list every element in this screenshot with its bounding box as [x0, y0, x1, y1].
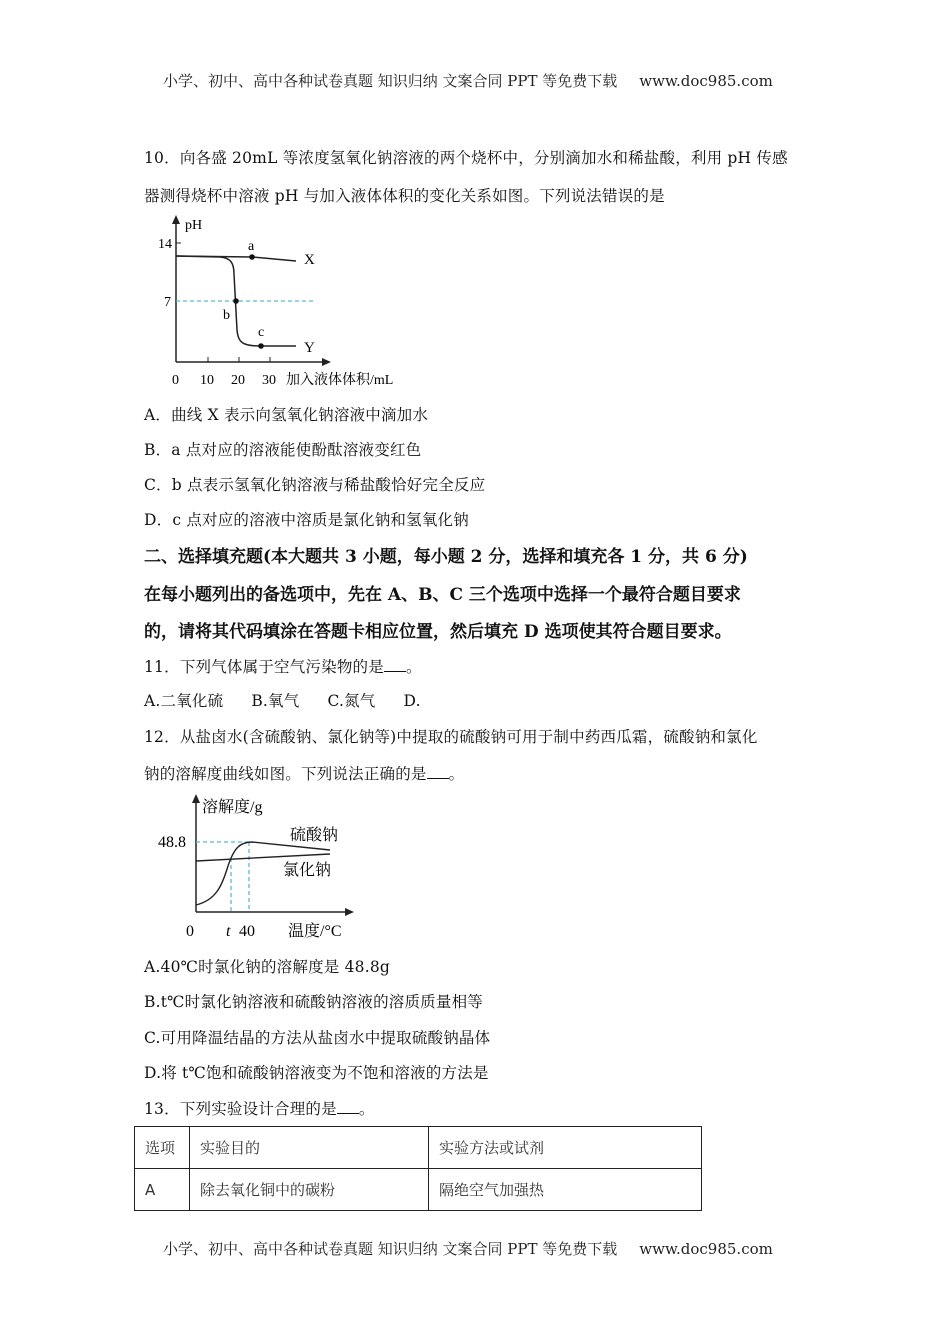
svg-text:a: a	[248, 239, 255, 254]
answer-blank	[427, 764, 449, 779]
footer-url: www.doc985.com	[639, 1240, 773, 1258]
page-header	[163, 70, 773, 91]
svg-text:20: 20	[231, 373, 245, 388]
svg-text:10: 10	[200, 373, 214, 388]
q11-option-b: B.氧气	[251, 692, 300, 710]
ph-chart	[150, 212, 420, 392]
svg-text:X: X	[304, 252, 315, 268]
svg-text:t: t	[226, 923, 231, 940]
svg-text:溶解度/g: 溶解度/g	[202, 799, 263, 816]
q11-option-d: D.	[403, 692, 421, 710]
svg-text:Y: Y	[304, 340, 315, 356]
svg-text:pH: pH	[185, 218, 203, 233]
answer-blank	[337, 1099, 359, 1114]
section2-title: 二、选择填充题(本大题共 3 小题，每小题 2 分，选择和填充各 1 分，共 6 分)	[144, 547, 748, 567]
q11-options	[144, 689, 449, 711]
svg-text:硫酸钠: 硫酸钠	[290, 827, 339, 844]
header-url: www.doc985.com	[639, 72, 773, 90]
section2-instruction-1: 在每小题列出的备选项中，先在 A、B、C 三个选项中选择一个最符合题目要求	[144, 585, 741, 605]
header-method: 实验方法或试剂	[429, 1127, 702, 1169]
table-header-row	[135, 1127, 702, 1169]
cell-option: A	[135, 1169, 190, 1211]
q11-stem-text: 11．下列气体属于空气污染物的是	[144, 658, 384, 676]
q10-stem-line1: 10．向各盛 20mL 等浓度氢氧化钠溶液的两个烧杯中，分别滴加水和稀盐酸，利用 pH 传感	[144, 149, 788, 167]
q12-option-c: C.可用降温结晶的方法从盐卤水中提取硫酸钠晶体	[144, 1029, 491, 1047]
svg-text:氯化钠: 氯化钠	[283, 862, 332, 879]
svg-text:14: 14	[158, 237, 172, 252]
header-text: 小学、初中、高中各种试卷真题 知识归纳 文案合同 PPT 等免费下载	[163, 72, 618, 90]
svg-text:加入液体体积/mL: 加入液体体积/mL	[286, 373, 394, 388]
svg-text:40: 40	[239, 923, 255, 940]
svg-text:30: 30	[262, 373, 276, 388]
svg-text:b: b	[223, 308, 230, 323]
q10-option-b: B．a 点对应的溶液能使酚酞溶液变红色	[144, 441, 422, 459]
x-axis-arrow-icon	[345, 908, 354, 916]
q13-stem: 13．下列实验设计合理的是 。	[144, 1100, 375, 1118]
svg-text:7: 7	[164, 295, 171, 310]
svg-text:温度/°C: 温度/°C	[288, 923, 342, 940]
q12-option-b: B.t℃时氯化钠溶液和硫酸钠溶液的溶质质量相等	[144, 993, 483, 1011]
q10-stem-line2: 器测得烧杯中溶液 pH 与加入液体体积的变化关系如图。下列说法错误的是	[144, 187, 665, 205]
q11-stem: 11．下列气体属于空气污染物的是 。	[144, 658, 422, 676]
table-row	[135, 1169, 702, 1211]
y-axis-arrow-icon	[192, 794, 200, 803]
cell-purpose: 除去氧化铜中的碳粉	[190, 1169, 429, 1211]
section2-instruction-2: 的，请将其代码填涂在答题卡相应位置，然后填充 D 选项使其符合题目要求。	[144, 622, 732, 642]
q10-option-a: A．曲线 X 表示向氢氧化钠溶液中滴加水	[144, 406, 429, 424]
q11-option-c: C.氮气	[327, 692, 376, 710]
q12-option-d: D.将 t℃饱和硫酸钠溶液变为不饱和溶液的方法是	[144, 1064, 489, 1082]
y-axis-arrow-icon	[172, 215, 180, 224]
q12-option-a: A.40℃时氯化钠的溶解度是 48.8g	[144, 958, 391, 976]
svg-text:c: c	[258, 325, 265, 340]
solubility-chart	[150, 790, 365, 945]
q11-option-a: A.二氧化硫	[144, 692, 224, 710]
footer-text: 小学、初中、高中各种试卷真题 知识归纳 文案合同 PPT 等免费下载	[163, 1240, 618, 1258]
header-purpose: 实验目的	[190, 1127, 429, 1169]
q10-option-c: C．b 点表示氢氧化钠溶液与稀盐酸恰好完全反应	[144, 476, 486, 494]
x-axis-arrow-icon	[322, 358, 331, 366]
answer-blank	[384, 657, 406, 672]
page-footer	[163, 1238, 773, 1259]
q10-option-d: D．c 点对应的溶液中溶质是氯化钠和氢氧化钠	[144, 511, 469, 529]
svg-text:0: 0	[172, 373, 179, 388]
svg-text:0: 0	[186, 923, 194, 940]
q12-stem-line2: 钠的溶解度曲线如图。下列说法正确的是 。	[144, 765, 465, 783]
cell-method: 隔绝空气加强热	[429, 1169, 702, 1211]
svg-text:48.8: 48.8	[158, 834, 186, 851]
experiment-table	[134, 1126, 702, 1211]
q12-stem-line1: 12．从盐卤水(含硫酸钠、氯化钠等)中提取的硫酸钠可用于制中药西瓜霜，硫酸钠和氯化	[144, 728, 758, 746]
header-option: 选项	[135, 1127, 190, 1169]
